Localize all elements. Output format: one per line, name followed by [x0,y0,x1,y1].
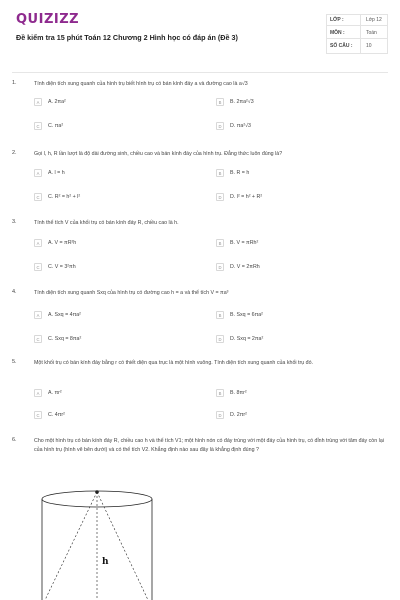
meta-value: 10 [366,43,372,49]
cylinder-cone-figure [40,485,160,600]
question-number: 3. [12,219,17,225]
option-letter: C [34,122,42,130]
question-text: Cho một hình trụ có bán kính đáy R, chiều cao h và thể tích V1; một hình nón có đáy trùng với một đáy của hình trụ, có đỉnh trùng với tâm đáy còn lại của hình trụ (hình vẽ bên dưới) và có thể tích V2. Khẳng định nào sau đây là khẳng định đúng ? [34,438,384,453]
option-letter: B [216,239,224,247]
option-text: D. 2πr² [230,412,247,418]
option-text: D. V = 2πRh [230,264,260,270]
option-a[interactable] [34,238,76,248]
quizizz-logo: QUIZIZZ [16,12,80,27]
height-label: h [102,557,109,567]
option-b[interactable] [216,388,247,398]
meta-key: LỚP : [330,17,344,23]
option-letter: D [216,263,224,271]
option-letter: A [34,389,42,397]
option-text: A. V = πR²h [48,240,77,246]
question-number: 5. [12,359,17,365]
option-b[interactable] [216,168,249,178]
question-text: Một khối trụ có bán kính đáy bằng r có thiết diện qua trục là một hình vuông. Tính diện tích xung quanh của khối trụ đó. [34,360,314,366]
meta-row-subject [326,27,388,39]
option-letter: B [216,311,224,319]
option-text: C. 4πr² [48,412,65,418]
option-a[interactable] [34,310,81,320]
option-text: B. 8πr² [230,390,247,396]
question-number: 1. [12,80,17,86]
option-text: C. V = 3²πh [48,264,76,270]
option-c[interactable] [34,262,76,272]
option-text: D. πa²√3 [230,123,251,129]
option-a[interactable] [34,168,65,178]
divider [12,72,388,73]
option-letter: C [34,263,42,271]
option-text: B. 2πa²√3 [230,99,254,105]
meta-row-class [326,14,388,26]
option-letter: A [34,98,42,106]
option-d[interactable] [216,121,251,131]
question-number: 4. [12,289,17,295]
meta-value: Toán [366,30,377,36]
option-text: B. Sxq = 6πa² [230,312,263,318]
option-letter: D [216,122,224,130]
question-text: Tính diện tích xung quanh của hình trụ biết hình trụ có bán kính đáy a và đường cao là a√3 [34,81,248,87]
option-letter: B [216,98,224,106]
page-title: Đề kiểm tra 15 phút Toán 12 Chương 2 Hình học có đáp án (Đề 3) [16,33,238,42]
option-c[interactable] [34,121,63,131]
option-letter: D [216,411,224,419]
meta-value: Lớp 12 [366,17,382,23]
question-text: Gọi l, h, R lần lượt là độ dài đường sinh, chiều cao và bán kính đáy của hình trụ. Đẳng thức luôn đúng là? [34,151,283,157]
option-text: A. 2πa² [48,99,66,105]
option-text: B. V = πRh² [230,240,259,246]
option-text: A. πr² [48,390,62,396]
option-d[interactable] [216,192,262,202]
option-c[interactable] [34,334,81,344]
option-d[interactable] [216,410,247,420]
option-c[interactable] [34,192,80,202]
option-letter: D [216,335,224,343]
option-text: C. R² = h² + l² [48,194,81,200]
option-c[interactable] [34,410,65,420]
option-letter: B [216,389,224,397]
option-b[interactable] [216,238,258,248]
option-text: D. Sxq = 2πa² [230,336,264,342]
question-text: Tính thể tích V của khối trụ có bán kính đáy R, chiều cao là h. [34,220,179,226]
meta-key: SỐ CÂU : [330,43,353,49]
cone-edge-right [97,492,148,600]
option-b[interactable] [216,97,254,107]
option-letter: A [34,169,42,177]
question-number: 2. [12,150,17,156]
option-text: C. πa² [48,123,64,129]
option-letter: D [216,193,224,201]
option-a[interactable] [34,388,62,398]
option-b[interactable] [216,310,263,320]
option-d[interactable] [216,334,263,344]
option-text: C. Sxq = 8πa² [48,336,82,342]
option-letter: B [216,169,224,177]
meta-row-count [326,40,388,52]
header [0,0,400,62]
option-letter: C [34,411,42,419]
option-a[interactable] [34,97,66,107]
option-d[interactable] [216,262,260,272]
meta-key: MÔN : [330,30,345,36]
option-letter: C [34,193,42,201]
option-text: A. l = h [48,170,65,176]
option-letter: C [34,335,42,343]
cone-edge-left [45,492,97,600]
option-letter: A [34,311,42,319]
option-text: D. l² = h² + R² [230,194,263,200]
question-number: 6. [12,437,17,443]
question-text: Tính diện tích xung quanh Sxq của hình trụ có đường cao h = a và thể tích V = πa³ [34,290,229,296]
option-text: B. R = h [230,170,250,176]
option-text: A. Sxq = 4πa² [48,312,81,318]
option-letter: A [34,239,42,247]
